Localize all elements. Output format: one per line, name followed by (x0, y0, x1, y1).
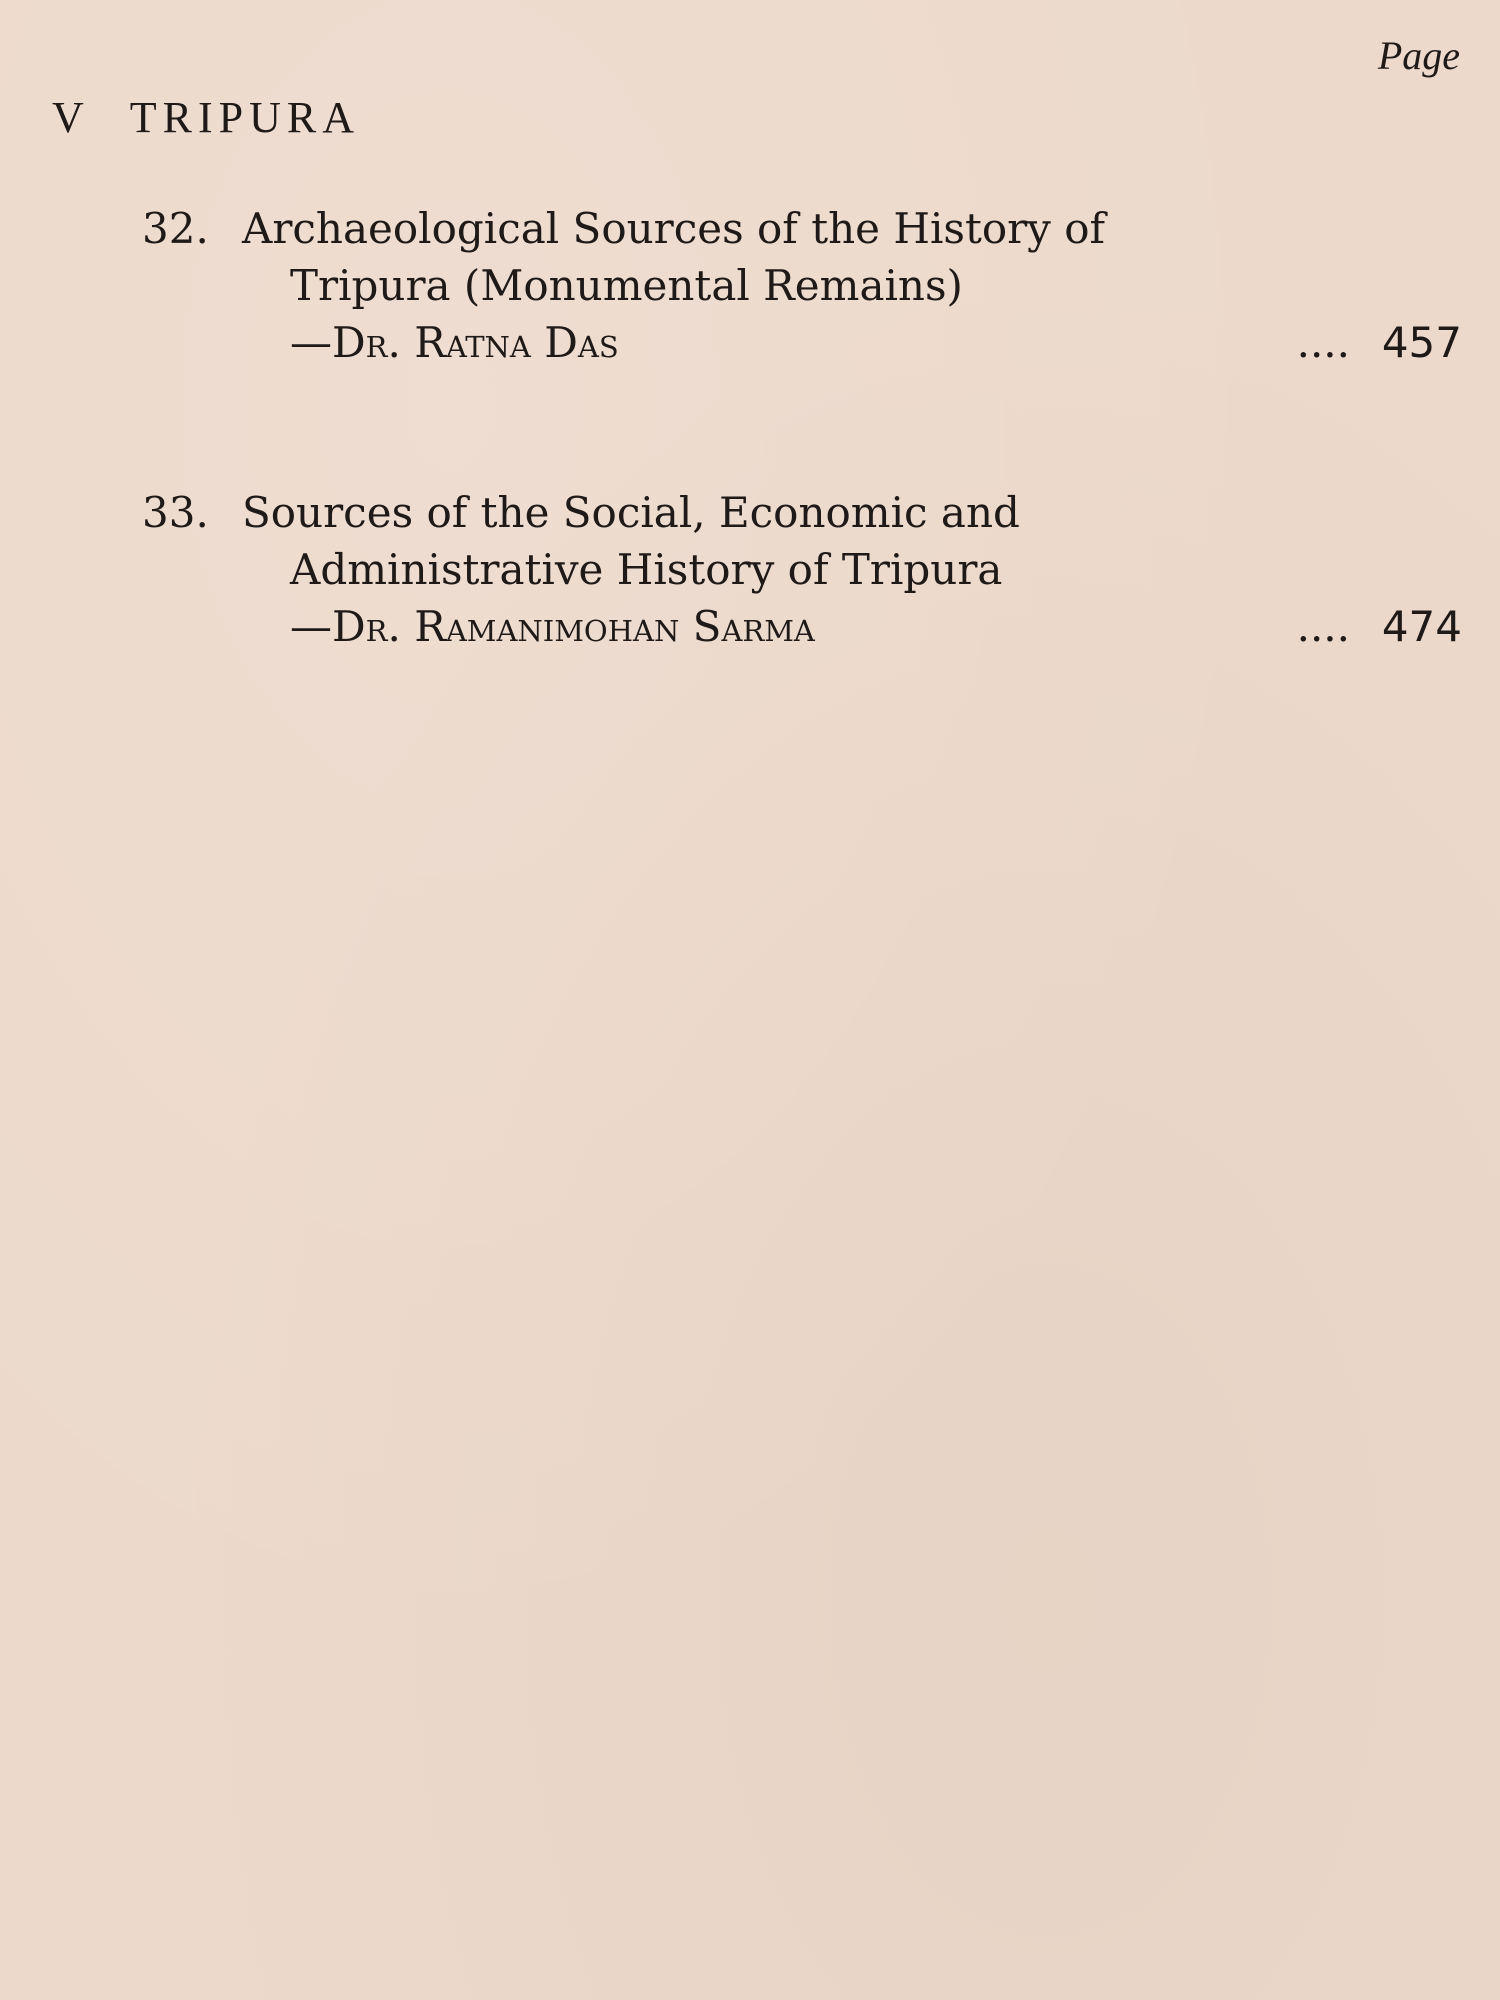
page-label: Page (1377, 33, 1460, 78)
toc-entry[interactable] (142, 200, 1462, 371)
entry-author-line (142, 598, 1462, 655)
bleed-through-texture (40, 640, 1460, 1920)
dot-leader: .... (1296, 602, 1350, 651)
entry-page-number[interactable]: 474 (1381, 602, 1462, 651)
entry-title-line: Archaeological Sources of the History of (242, 204, 1106, 253)
entry-author-line (142, 314, 1462, 371)
section-roman-numeral: V (52, 93, 90, 142)
toc-entry[interactable] (142, 484, 1462, 655)
section-title: TRIPURA (129, 93, 361, 142)
entry-title-line: Tripura (Monumental Remains) (290, 261, 963, 310)
section-heading (52, 92, 360, 143)
entry-author: —Dr. Ramanimohan Sarma (290, 602, 815, 651)
entry-page-number[interactable]: 457 (1381, 318, 1462, 367)
dot-leader: .... (1296, 318, 1350, 367)
entry-number: 33. (142, 488, 209, 537)
entry-title-line: Sources of the Social, Economic and (242, 488, 1020, 537)
entry-author: —Dr. Ratna Das (290, 318, 619, 367)
entry-number: 32. (142, 204, 209, 253)
entry-title-line: Administrative History of Tripura (290, 545, 1003, 594)
